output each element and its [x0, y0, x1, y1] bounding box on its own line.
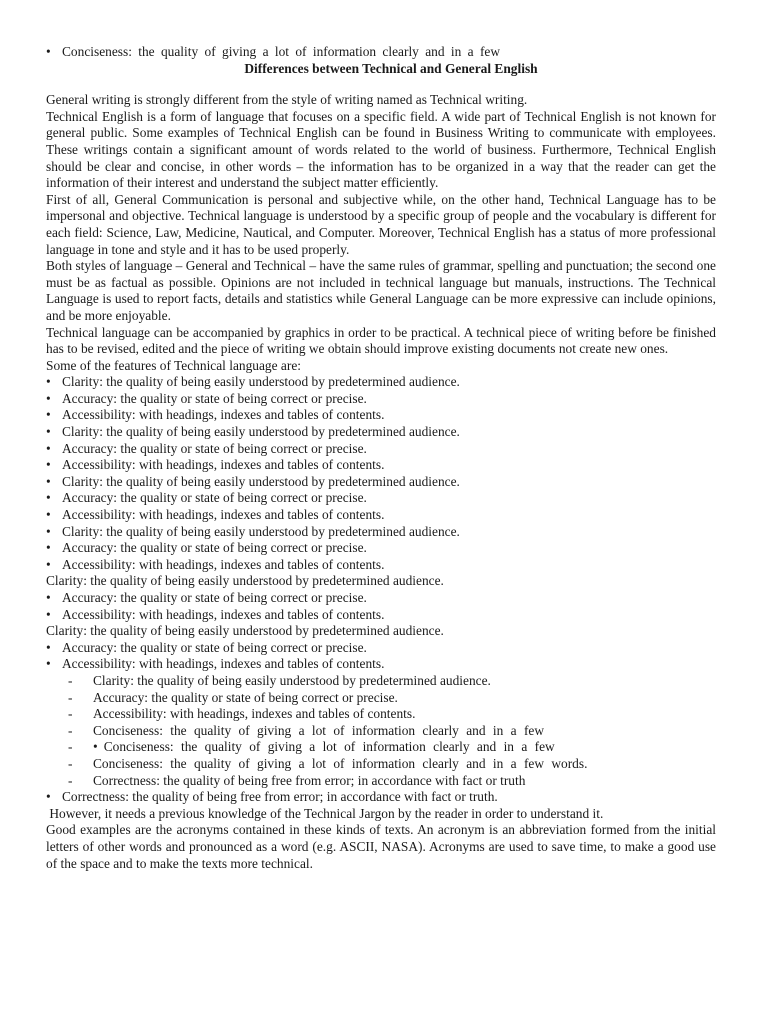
- list-item: • Clarity: the quality of being easily understood by predetermined audience.: [46, 523, 460, 539]
- list-item: • Accuracy: the quality or state of being correct or precise.: [46, 540, 367, 556]
- page-heading: Differences between Technical and General English: [244, 60, 538, 76]
- list-item: - • Conciseness: the quality of giving a lot of information clearly and in a few: [68, 739, 555, 755]
- dash-icon: -: [68, 706, 73, 722]
- paragraph-acronyms: Good examples are the acronyms contained in these kinds of texts. An acronym is an abbreviation formed from the initial letters of other words and pronounced as a word (e.g. ASCII, NASA). Acronyms are used to save time, to make a good use of the space and to make the texts more technical.: [46, 822, 716, 871]
- dash-icon: -: [68, 689, 73, 705]
- bullet-icon: •: [46, 473, 51, 489]
- bullet-icon: •: [46, 556, 51, 572]
- paragraph-styles-of-language: Both styles of language – General and Technical – have the same rules of grammar, spelling and punctuation; the second one must be as factual as possible. Opinions are not included in technical language but manuals, instructions. The Technical Language is used to report facts, details and statistics while General Language can be more expressive can include opinions, and be more enjoyable.: [46, 258, 716, 323]
- top-bullet-text: Conciseness: the quality of giving a lot of information clearly and in a few: [62, 44, 501, 59]
- paragraph-intro: General writing is strongly different from the style of writing named as Technical writing.: [46, 92, 528, 108]
- list-item: • Accuracy: the quality or state of being correct or precise.: [46, 490, 367, 506]
- dash-icon: -: [68, 739, 73, 755]
- plain-clarity-line: Clarity: the quality of being easily understood by predetermined audience.: [46, 573, 444, 589]
- bullet-icon: •: [46, 374, 51, 390]
- bullet-icon: •: [46, 789, 51, 805]
- features-list-3: [46, 640, 716, 673]
- bullet-icon: •: [46, 639, 51, 655]
- list-item: • Accessibility: with headings, indexes and tables of contents.: [46, 407, 385, 423]
- list-item: • Accuracy: the quality or state of being correct or precise.: [46, 639, 367, 655]
- list-item: • Clarity: the quality of being easily understood by predetermined audience.: [46, 424, 460, 440]
- bullet-icon: •: [46, 507, 51, 523]
- document-page: [46, 44, 716, 872]
- list-item: • Accessibility: with headings, indexes and tables of contents.: [46, 507, 385, 523]
- list-item: - Conciseness: the quality of giving a lot of information clearly and in a few: [68, 722, 545, 738]
- list-item: - Accuracy: the quality or state of being correct or precise.: [68, 689, 398, 705]
- list-item: - Clarity: the quality of being easily understood by predetermined audience.: [68, 672, 491, 688]
- dash-icon: -: [68, 672, 73, 688]
- dash-icon: -: [68, 722, 73, 738]
- dash-icon: -: [68, 755, 73, 771]
- list-item: - Conciseness: the quality of giving a lot of information clearly and in a few words.: [68, 755, 588, 771]
- list-item: • Accessibility: with headings, indexes and tables of contents.: [46, 457, 385, 473]
- bullet-icon: •: [46, 656, 51, 672]
- paragraph-graphics: Technical language can be accompanied by graphics in order to be practical. A technical piece of writing before be finished has to be revised, edited and the piece of writing we obtain should improve existing documents not create new ones.: [46, 324, 716, 357]
- list-item: • Clarity: the quality of being easily understood by predetermined audience.: [46, 374, 460, 390]
- bullet-icon: •: [46, 390, 51, 406]
- dash-list: [46, 673, 716, 789]
- features-list-1: [46, 374, 716, 573]
- paragraph-features-intro: Some of the features of Technical language are:: [46, 357, 301, 373]
- bullet-icon: •: [46, 457, 51, 473]
- list-item: • Accuracy: the quality or state of being correct or precise.: [46, 590, 367, 605]
- bullet-icon: •: [46, 590, 51, 605]
- bullet-icon: •: [93, 739, 98, 755]
- bullet-icon: •: [46, 540, 51, 556]
- closing-bullet-list: [46, 789, 716, 806]
- top-bullet-item: [46, 44, 716, 61]
- list-item: • Correctness: the quality of being free from error; in accordance with fact or truth.: [46, 789, 498, 805]
- features-list-2: [46, 590, 716, 623]
- bullet-icon: •: [46, 44, 51, 59]
- list-item: - Accessibility: with headings, indexes and tables of contents.: [68, 706, 416, 722]
- list-item: • Clarity: the quality of being easily understood by predetermined audience.: [46, 473, 460, 489]
- list-item: • Accuracy: the quality or state of being correct or precise.: [46, 390, 367, 406]
- bullet-icon: •: [46, 424, 51, 440]
- bullet-icon: •: [46, 606, 51, 622]
- list-item: • Accessibility: with headings, indexes and tables of contents.: [46, 606, 385, 622]
- list-item: • Accessibility: with headings, indexes and tables of contents.: [46, 656, 385, 672]
- bullet-icon: •: [46, 523, 51, 539]
- list-item: - Correctness: the quality of being free from error; in accordance with fact or truth: [68, 772, 526, 788]
- paragraph-general-communication: First of all, General Communication is personal and subjective while, on the other hand, Technical Language has to be impersonal and objective. Technical language is understood by a specific group of people and the vocabulary is different for each field: Science, Law, Medicine, Nautical, and Computer. Moreover, Technical English has a status of more professional language in tone and style and it has to be used properly.: [46, 191, 716, 257]
- paragraph-technical-english: Technical English is a form of language that focuses on a specific field. A wide part of Technical English is not known for general public. Some examples of Technical English can be found in Business Writing to communicate with employees. These writings contain a significant amount of words related to the world of business. Furthermore, Technical English should be clear and concise, in other words – the information has to be organized in a way that the reader can get the information of their interest and understand the subject matter efficiently.: [46, 108, 716, 191]
- list-item: • Accessibility: with headings, indexes and tables of contents.: [46, 556, 385, 572]
- plain-clarity-line: Clarity: the quality of being easily understood by predetermined audience.: [46, 623, 444, 639]
- bullet-icon: •: [46, 407, 51, 423]
- paragraph-technical-jargon: However, it needs a previous knowledge of the Technical Jargon by the reader in order to understand it.: [46, 805, 604, 821]
- dash-icon: -: [68, 772, 73, 788]
- list-item: • Accuracy: the quality or state of being correct or precise.: [46, 440, 367, 456]
- bullet-icon: •: [46, 490, 51, 506]
- bullet-icon: •: [46, 440, 51, 456]
